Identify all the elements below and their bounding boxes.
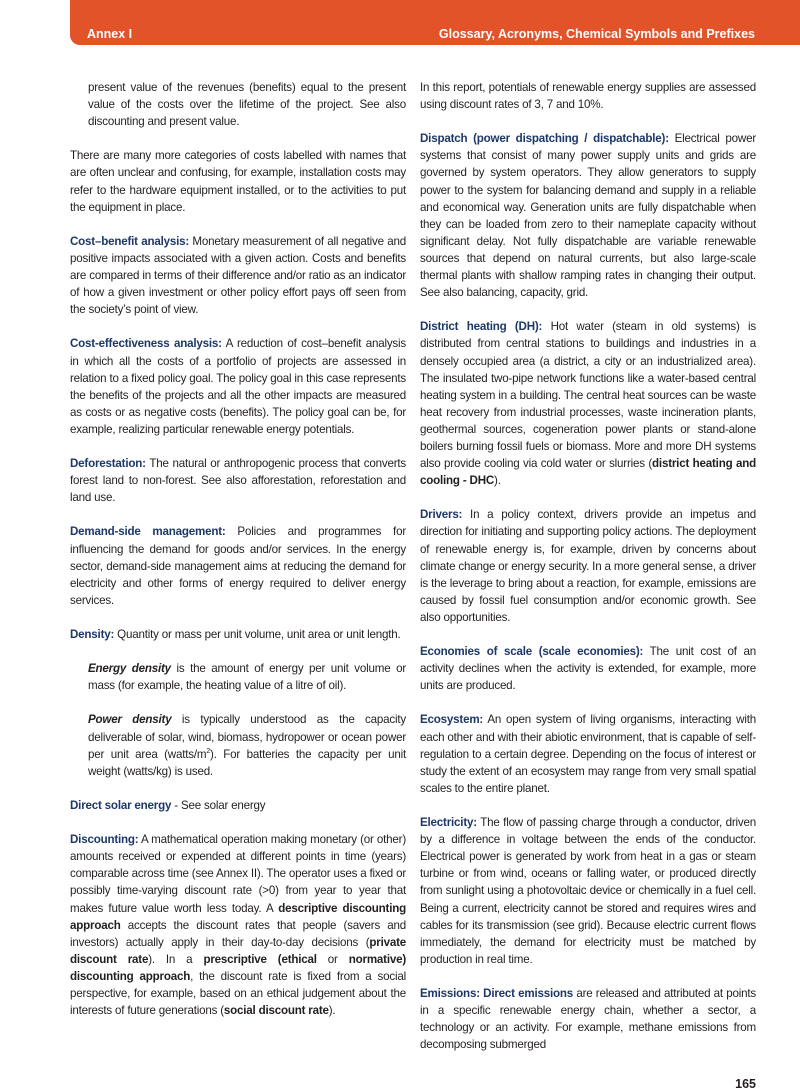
entry-text: In this report, potentials of renewable energy supplies are assessed using discount rates of 3, 7 and 10%. [420,81,756,112]
glossary-entry [70,711,406,779]
glossary-entry [70,147,406,215]
page-number: 165 [735,1077,756,1092]
entry-term: Direct emissions [483,986,574,1000]
entry-text: ). For batteries the capacity per unit weight (watts/kg) is used. [88,747,407,778]
entry-text: In a policy context, drivers provide an impetus and direction for initiating and supporting policy actions. The deployment of renewable energy is, for example, driven by concerns about climate change or energy security. In a more general sense, a driver is the leverage to bring about a reaction, for example, emissions are caused by fossil fuel consumption and/or economic growth. See also opportunities. [420,508,756,624]
page-header [70,0,800,45]
glossary-entry [70,233,406,318]
entry-term: Discounting: [70,833,139,847]
entry-text: is the amount of energy per unit volume or mass (for example, the heating value of a litre of oil). [88,662,406,693]
glossary-entry [70,335,406,438]
entry-text: - See solar energy [171,798,266,812]
entry-text: The flow of passing charge through a conductor, driven by a difference in voltage between the ends of the conductor. Electrical power is generated by work from heat in a gas or steam turbine or from wind, oceans or falling water, or produced directly from sunlight using a photovoltaic device or chemically in a fuel cell. Being a current, electricity cannot be stored and requires wires and cables for its transmission (see grid). Because electric current flows immediately, the demand for electricity must be matched by production in real time. [420,816,756,966]
glossary-entry [70,660,406,694]
glossary-entry [70,455,406,506]
entry-term: Electricity: [420,816,477,830]
bold-term: private discount rate [70,935,406,966]
glossary-entry [70,523,406,608]
entry-term: Dispatch (power dispatching / dispatchable): [420,132,669,146]
entry-text: Quantity or mass per unit volume, unit area or unit length. [114,628,401,641]
entry-text: Hot water (steam in old systems) is distributed from central stations to buildings and industries in a densely occupied area (a district, a city or an industrialized area). The insulated two-pipe network functions like a water-based central heating system in a building. The central heat sources can be waste heat recovery from industrial processes, waste incineration plants, geothermal sources, cogeneration power plants or stand-alone boilers burning fossil fuels or biomass. More and more DH systems also provide cooling via cold water or slurries ( [420,320,756,471]
superscript: 2 [206,747,211,755]
glossary-entry [70,831,406,1019]
bold-term: descriptive discounting approach [70,901,407,932]
entry-text: Policies and programmes for influencing the demand for goods and/or services. In the energy sector, demand-side management aims at reducing the demand for electricity and other forms of energy required to deliver energy services. [70,525,406,607]
entry-term: Demand-side management: [70,525,226,539]
entry-term: Ecosystem: [420,713,484,727]
entry-text: , the discount rate is fixed from a social perspective, for example, based on an ethical judgement about the interests of future generations ( [70,969,406,1018]
entry-text: A reduction of cost–benefit analysis in which all the costs of a portfolio of projects are assessed in relation to a fixed policy goal. The policy goal in this case represents the benefits of the projects and all the other impacts are measured as costs or as negative costs (benefits). The policy goal can be, for example, realizing particular renewable energy potentials. [70,337,406,436]
entry-term: Cost-effectiveness analysis: [70,337,222,351]
entry-text: An open system of living organisms, interacting with each other and with their abiotic environment, that is capable of self-regulation to a certain degree. Depending on the focus of interest or study the extent of an ecosystem may range from very small spatial scales to the entire planet. [420,713,756,795]
chapter-title: Glossary, Acronyms, Chemical Symbols and Prefixes [438,27,755,41]
right-column-text [420,79,756,1070]
bold-term: social discount rate [223,1004,329,1018]
section-label: Annex I [87,27,133,41]
glossary-entry [420,985,756,1053]
subterm: Power density [88,713,172,727]
entry-text: ). [494,474,501,488]
glossary-entry [420,711,756,796]
glossary-entry [420,79,756,113]
entry-text: There are many more categories of costs labelled with names that are often unclear and confusing, for example, installation costs may refer to the hardware equipment installed, or to the activities to put the equipment in place. [70,149,406,214]
glossary-entry [420,814,756,968]
glossary-entry [420,506,756,626]
subterm: Energy density [88,662,171,676]
entry-text: accepts the discount rates that people (savers and investors) actually apply in their day-to-day decisions ( [70,918,406,949]
glossary-entry [420,643,756,694]
bold-term: district heating and cooling - DHC [420,457,756,488]
entry-term: Emissions: [420,986,480,1000]
entry-term: Density: [70,628,115,641]
glossary-entry [70,797,406,814]
entry-text: are released and attributed at points in a specific renewable energy chain, whether a sector, a technology or an activity. For example, methane emissions from decomposing submerged [420,986,756,1052]
entry-text: The natural or anthropogenic process that converts forest land to non-forest. See also afforestation, reforestation and land use. [70,457,406,505]
left-column [70,79,406,1036]
entry-term: Deforestation: [70,457,146,471]
right-column [420,79,756,1092]
entry-text: or [316,952,349,966]
entry-term: Economies of scale (scale economies): [420,645,644,659]
entry-term: Direct solar energy [70,798,172,812]
entry-text: A mathematical operation making monetary (or other) amounts received or expended at different points in time (years) comparable across time (see Annex II). The operator uses a fixed or possibly time-varying discount rate (>0) from year to year that makes future value worth less today. A [70,833,406,915]
glossary-entry [420,318,756,489]
glossary-entry [70,626,406,643]
bold-term: prescriptive (ethical [203,952,317,966]
glossary-entry [420,130,756,301]
entry-text: The unit cost of an activity declines when the activity is extended, for example, more units are produced. [420,645,756,693]
entry-text: ). In a [148,952,204,966]
entry-text: Electrical power systems that consist of many power supply units and grids are governed by system operators. They allow generators to supply power to the system for balancing demand and supply in a reliable and economical way. Generation units are fully dispatchable when they can be loaded from zero to their nameplate capacity without significant delay. Not fully dispatchable are variable renewable sources that depend on natural currents, but also large-scale thermal plants with shallow ramping rates in changing their output. See also balancing, capacity, grid. [420,132,757,300]
entry-text: is typically understood as the capacity deliverable of solar, wind, biomass, hydropower or ocean power per unit area (watts/m [88,713,406,761]
entry-term: District heating (DH): [420,320,543,334]
entry-term: Cost–benefit analysis: [70,234,190,248]
entry-text: ). [328,1004,336,1018]
entry-term: Drivers: [420,508,463,522]
entry-text: Monetary measurement of all negative and positive impacts associated with a given action. Costs and benefits are compared in terms of their difference and/or ratio as an indicator of how a given investment or other policy effort pays off seen from the society’s point of view. [70,234,406,317]
glossary-entry [70,79,406,130]
bold-term: normative) discounting approach [70,952,407,983]
entry-text: present value of the revenues (benefits) equal to the present value of the costs over the lifetime of the project. See also discounting and present value. [88,81,406,129]
